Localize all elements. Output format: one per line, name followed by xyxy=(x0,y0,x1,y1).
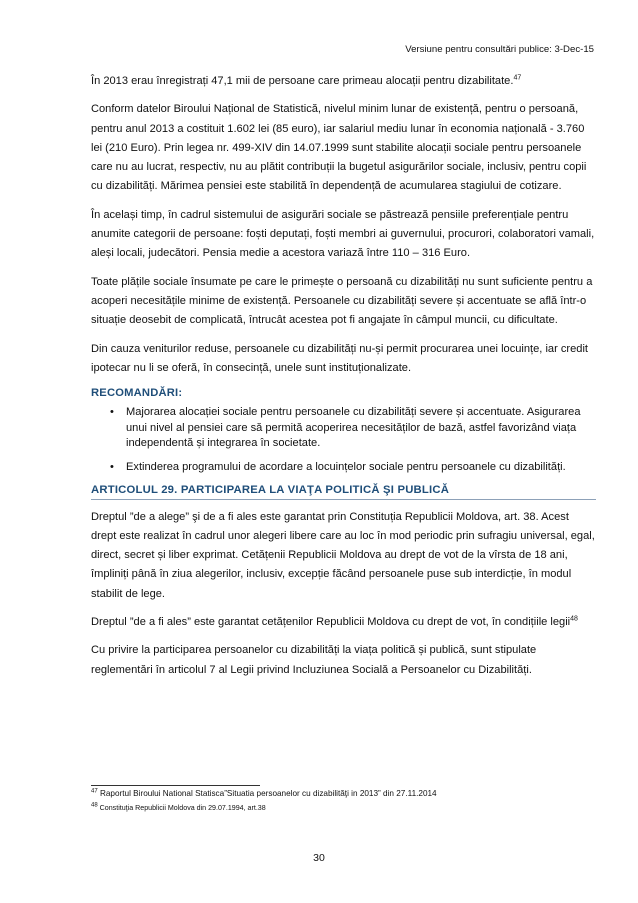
paragraph: În 2013 erau înregistrați 47,1 mii de persoane care primeau alocații pentru dizabilitate.$^{47}$ xyxy=(91,74,522,87)
footnote-ref[interactable]: 48 xyxy=(570,615,578,623)
page-number: 30 xyxy=(313,852,325,864)
paragraph: Din cauza veniturilor reduse, persoanele cu dizabilități nu-și permit procurarea unei locuințe, iar credit ipotecar nu li se oferă, în consecință, unele sunt instituționalizate. xyxy=(91,342,589,374)
list-item: • Extinderea programului de acordare a locuințelor sociale pentru persoanele cu dizabilități. xyxy=(91,460,596,476)
running-header: Versiune pentru consultări publice: 3-Dec-15 xyxy=(405,44,594,55)
paragraph: Toate plățile sociale însumate pe care le primește o persoană cu dizabilități nu sunt suficiente pentru a acoperi necesitățile minime de existență. Persoanele cu dizabilități severe și accentuate se află într-o situație deosebit de complicată, întrucât acestea pot fi angajate în câmpul muncii, cu dificultate. xyxy=(91,275,593,327)
list-item: • Majorarea alocației sociale pentru persoanele cu dizabilități severe și accentuate. Asigurarea unui nivel al pensiei care să permită acoperirea necesităților de bază, astfel favorizând viața independentă și integrarea în societate. xyxy=(110,406,581,450)
recommendations-heading: RECOMANDĂRI: xyxy=(91,387,183,400)
article-heading: ARTICOLUL 29. PARTICIPAREA LA VIAŢA POLITICĂ ŞI PUBLICĂ xyxy=(91,484,596,500)
bullet-icon: • xyxy=(110,460,114,473)
paragraph: Conform datelor Biroului Național de Statistică, nivelul minim lunar de existență, pentru o persoană, pentru anul 2013 a costituit 1.602 lei (85 euro), iar salariul mediu lunar în economia națională - 3.760 lei (210 Euro). Prin legea nr. 499-XIV din 14.07.1999 sunt stabilite alocații sociale pentru persoanele care nu au lucrat, respectiv, nu au plătit contribuții la bugetul asigurărilor sociale, inclusiv, pentru copii cu dizabilități. Mărimea pensiei este stabilită în dependență de acumularea stagiului de cotizare. xyxy=(91,103,587,193)
footnote: $^{47}$ Raportul Biroului National Statisca”Situatia persoanelor cu dizabilităţi in 2013” din 27.11.2014 xyxy=(91,788,437,798)
page-body xyxy=(91,72,596,689)
footnote-ref[interactable]: 47 xyxy=(513,74,522,82)
footnote-separator xyxy=(91,785,260,786)
paragraph: Dreptul ”de a fi ales” este garantat cetățenilor Republicii Moldova cu drept de vot, în condițiile legii$^{48}$ xyxy=(91,615,578,629)
paragraph: Dreptul ”de a alege” şi de a fi ales este garantat prin Constituția Republicii Moldova, art. 38. Acest drept este realizat în cadrul unor alegeri libere care au loc în mod periodic prin sufragiu universal, egal, direct, secret și liber exprimat. Cetățenii Republicii Moldova au drept de vot de la vîrsta de 18 ani, împliniți până în ziua alegerilor, inclusiv, excepție făcând persoanele puse sub interdicție, în modul stabilit de lege. xyxy=(91,510,595,600)
paragraph: Cu privire la participarea persoanelor cu dizabilități la viața politică și publică, sunt stipulate reglementări în articolul 7 al Legii privind Incluziunea Socială a Persoanelor cu Dizabilități. xyxy=(91,644,537,676)
footnote: $^{48}$ Constituţia Republicii Moldova din 29.07.1994, art.38 xyxy=(91,802,266,812)
bullet-icon: • xyxy=(110,406,114,419)
recommendations-list xyxy=(91,405,596,475)
paragraph: În același timp, în cadrul sistemului de asigurări sociale se păstrează pensiile preferențiale pentru anumite categorii de persoane: foști deputați, foști membri ai guvernului, procurori, colaboratori vamali, aleși locali, judecători. Pensia medie a acestora variază între 110 – 316 Euro. xyxy=(91,208,595,260)
